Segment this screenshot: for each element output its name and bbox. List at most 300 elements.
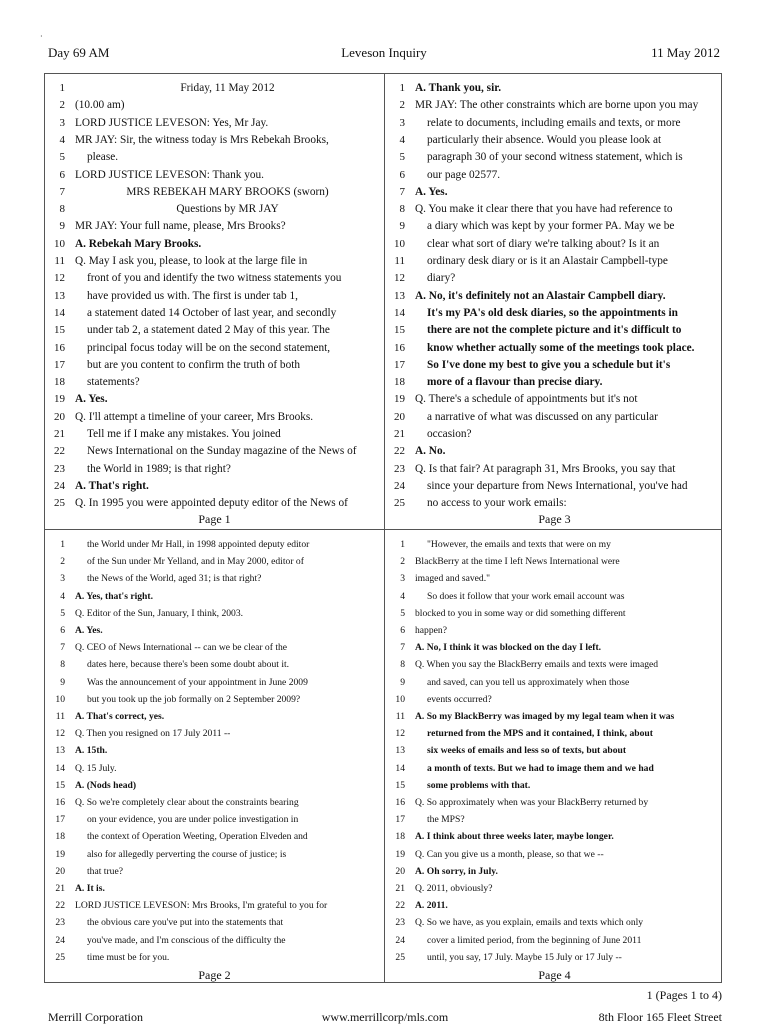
line-number: 23 [55,917,65,929]
line-text: happen? [415,625,447,636]
transcript-line [385,828,724,845]
line-number: 2 [60,556,65,568]
line-number: 8 [60,659,65,671]
transcript-line [385,553,724,570]
line-text: Q. You make it clear there that you have had reference to [415,203,673,216]
line-number: 25 [54,497,65,510]
line-text: A. 15th. [75,745,108,757]
transcript-line [385,80,724,97]
line-number: 9 [399,220,405,233]
line-text: relate to documents, including emails and texts, or more [427,116,681,129]
line-text: no access to your work emails: [427,497,567,510]
line-number: 6 [59,168,65,181]
line-text: principal focus today will be on the second statement, [87,341,331,354]
transcript-line [385,605,724,622]
line-text: paragraph 30 of your second witness statement, which is [427,151,683,164]
line-number: 3 [400,573,405,585]
line-text: particularly their absence. Would you please look at [427,133,662,146]
transcript-line [385,622,724,639]
page-label: Page 1 [198,512,231,526]
line-text: clear what sort of diary we're talking about? Is it an [427,237,660,250]
transcript-line [45,536,384,553]
transcript-line [385,461,724,478]
line-number: 24 [395,934,405,946]
line-text: LORD JUSTICE LEVESON: Mrs Brooks, I'm grateful to you for [75,900,328,912]
line-number: 10 [55,693,65,705]
line-number: 5 [59,151,65,164]
transcript-line [385,115,724,132]
line-text: A. Yes. [75,393,108,406]
line-text: until, you say, 17 July. Maybe 15 July or 17 July -- [427,951,622,963]
line-text: have provided us with. The first is under tab 1, [87,289,298,302]
line-text: A. Yes, that's right. [75,590,153,602]
line-text: A. No, it's definitely not an Alastair Campbell diary. [415,289,666,302]
transcript-line [385,536,724,553]
line-number: 2 [59,99,65,112]
line-number: 18 [55,831,65,843]
line-number: 24 [55,934,65,946]
line-number: 14 [54,306,65,319]
line-number: 16 [55,797,65,808]
transcript-line [45,149,384,166]
transcript-line [45,115,384,132]
line-number: 10 [395,693,405,705]
transcript-line [385,322,724,339]
line-number: 8 [59,203,65,216]
line-number: 14 [55,762,65,774]
transcript-line [45,622,384,639]
line-number: 15 [395,779,405,791]
line-number: 21 [394,428,405,440]
line-number: 9 [59,220,65,233]
line-text: A. So my BlackBerry was imaged by my legal team when it was [415,711,675,722]
line-number: 22 [55,900,65,912]
document-header [48,45,720,63]
transcript-line [45,270,384,287]
line-text: but are you content to confirm the truth of both [87,358,301,371]
line-text: the News of the World, aged 31; is that right? [87,573,262,585]
line-number: 12 [395,728,405,740]
line-text: a statement dated 14 October of last year, and secondly [87,306,337,319]
line-text: the context of Operation Weeting, Operation Elveden and [87,831,308,843]
line-number: 19 [55,848,65,860]
transcript-line [45,97,384,114]
line-number: 11 [394,255,405,267]
line-text: occasion? [427,428,472,440]
line-text: front of you and identify the two witness statements you [87,272,342,285]
line-text: that true? [87,865,123,877]
line-number: 18 [394,376,405,389]
line-number: 7 [59,185,65,198]
line-text: since your departure from News International, you've had [427,479,688,492]
line-text: Q. There's a schedule of appointments but it's not [415,393,638,406]
line-text: So does it follow that your work email account was [427,590,625,602]
transcript-line [385,374,724,391]
line-number: 19 [54,393,65,406]
line-text: So I've done my best to give you a schedule but it's [427,358,671,371]
line-text: our page 02577. [427,168,501,181]
transcript-line [45,288,384,305]
line-text: BlackBerry at the time I left News International were [415,556,620,568]
line-text: Q. Editor of the Sun, January, I think, 2003. [75,607,244,619]
transcript-line [385,846,724,863]
transcript-page-3 [385,74,724,529]
line-text: "However, the emails and texts that were on my [427,539,611,550]
line-text: A. (Nods head) [75,779,137,791]
transcript-line [45,674,384,691]
transcript-line [385,674,724,691]
line-number: 4 [60,590,65,602]
transcript-line [45,340,384,357]
transcript-line [45,897,384,914]
line-text: Q. 2011, obviously? [415,883,493,894]
line-text: Q. CEO of News International -- can we be clear of the [75,642,288,654]
line-text: (10.00 am) [75,99,125,112]
line-number: 2 [399,99,405,112]
line-text: A. No. [415,445,446,458]
line-text: News International on the Sunday magazine of the News of [87,445,357,458]
line-text: Q. Then you resigned on 17 July 2011 -- [75,728,231,740]
transcript-line [45,253,384,270]
transcript-line [385,880,724,897]
transcript-line [385,236,724,253]
line-text: imaged and saved." [415,573,491,585]
transcript-line [385,391,724,408]
transcript-line [45,570,384,587]
line-number: 8 [400,659,405,671]
line-text: A. Thank you, sir. [415,82,502,94]
line-number: 4 [399,133,405,146]
line-text: A. 2011. [415,900,448,912]
transcript-line [385,218,724,235]
transcript-line [45,846,384,863]
transcript-line [45,218,384,235]
line-number: 3 [59,116,65,129]
line-number: 15 [394,324,405,337]
line-number: 12 [54,272,65,285]
line-text: please. [87,151,119,164]
transcript-line [45,184,384,201]
line-text: Was the announcement of your appointment in June 2009 [87,676,308,688]
line-text: the MPS? [427,814,465,826]
line-number: 25 [55,951,65,963]
line-number: 6 [399,168,405,181]
line-number: 1 [59,82,65,94]
line-text: know whether actually some of the meetings took place. [427,341,695,354]
line-number: 12 [394,272,405,285]
transcript-line [45,691,384,708]
line-text: Q. Can you give us a month, please, so that we -- [415,848,604,860]
line-number: 20 [55,865,65,877]
line-text: A. Yes. [75,625,103,636]
transcript-line [385,97,724,114]
transcript-line [385,708,724,725]
transcript-line [45,588,384,605]
transcript-line [45,357,384,374]
line-text: you've made, and I'm conscious of the difficulty the [87,934,286,946]
line-text: A. That's right. [75,479,149,492]
transcript-page-2 [45,530,384,985]
transcript-line [45,760,384,777]
line-number: 5 [399,151,405,164]
transcript-line [385,495,724,512]
line-number: 18 [395,831,405,843]
line-text: It's my PA's old desk diaries, so the appointments in [427,306,678,319]
line-number: 15 [55,779,65,791]
transcript-line [45,794,384,811]
transcript-line [45,553,384,570]
transcript-line [45,828,384,845]
line-number: 15 [54,324,65,337]
transcript-line [45,656,384,673]
transcript-line [45,236,384,253]
line-text: six weeks of emails and less so of texts, but about [427,745,627,757]
transcript-line [45,443,384,460]
line-number: 23 [395,917,405,929]
transcript-line [385,409,724,426]
transcript-line [385,777,724,794]
transcript-line [385,811,724,828]
transcript-line [45,391,384,408]
line-number: 6 [400,625,405,636]
transcript-line [385,184,724,201]
line-text: MR JAY: Your full name, please, Mrs Brooks? [75,220,286,233]
transcript-line [385,149,724,166]
line-number: 4 [400,590,405,602]
transcript-line [385,167,724,184]
line-number: 17 [394,358,405,371]
transcript-line [385,357,724,374]
line-number: 4 [59,133,65,146]
line-number: 22 [395,900,405,912]
line-number: 13 [55,745,65,757]
transcript-line [45,374,384,391]
line-text: MR JAY: Sir, the witness today is Mrs Rebekah Brooks, [75,133,329,146]
line-text: Q. May I ask you, please, to look at the large file in [75,255,308,267]
line-text: there are not the complete picture and it's difficult to [427,324,682,337]
line-number: 23 [394,462,405,475]
line-text: but you took up the job formally on 2 September 2009? [87,693,301,705]
transcript-line [385,478,724,495]
line-number: 16 [394,341,405,354]
line-text: events occurred? [427,693,492,705]
transcript-line [385,270,724,287]
line-number: 16 [54,341,65,354]
transcript-line [45,305,384,322]
transcript-line [45,777,384,794]
line-number: 17 [54,358,65,371]
transcript-line [385,656,724,673]
line-number: 24 [54,479,65,492]
transcript-line [385,691,724,708]
line-text: time must be for you. [87,951,170,963]
transcript-line [385,897,724,914]
line-number: 12 [55,728,65,740]
line-number: 19 [395,848,405,860]
line-number: 17 [395,814,405,826]
transcript-line [385,588,724,605]
line-text: A. Rebekah Mary Brooks. [75,237,202,250]
speck-mark: · [40,32,43,41]
header-date: 11 May 2012 [651,45,720,60]
transcript-line [45,880,384,897]
transcript-line [45,949,384,966]
line-text: the World in 1989; is that right? [87,462,231,475]
transcript-line [45,605,384,622]
line-number: 10 [394,237,405,250]
line-text: Friday, 11 May 2012 [180,82,275,94]
transcript-line [45,461,384,478]
transcript-line [385,288,724,305]
transcript-line [45,478,384,495]
line-text: A. I think about three weeks later, maybe longer. [415,831,614,843]
transcript-line [385,443,724,460]
line-number: 5 [60,607,65,619]
transcript-line [45,811,384,828]
footer-address: 8th Floor 165 Fleet Street [598,1010,722,1024]
line-number: 23 [54,462,65,475]
line-number: 2 [400,556,405,568]
line-number: 6 [60,625,65,636]
line-text: more of a flavour than precise diary. [427,376,603,389]
line-number: 22 [54,445,65,458]
line-text: Q. So approximately when was your BlackBerry returned by [415,797,649,808]
line-number: 7 [400,642,405,654]
line-text: Q. In 1995 you were appointed deputy editor of the News of [75,497,348,510]
line-number: 20 [54,410,65,423]
transcript-line [385,305,724,322]
line-text: Q. So we have, as you explain, emails and texts which only [415,917,644,929]
pages-range: 1 (Pages 1 to 4) [646,988,722,1002]
page-label: Page 4 [538,968,571,982]
line-number: 21 [55,883,65,894]
transcript-line [385,132,724,149]
line-text: A. Oh sorry, in July. [415,865,498,877]
line-text: under tab 2, a statement dated 2 May of this year. The [87,324,330,337]
page-label: Page 2 [198,968,231,982]
line-number: 8 [399,203,405,216]
line-text: MR JAY: The other constraints which are borne upon you may [415,99,699,112]
line-text: a month of texts. But we had to image them and we had [427,762,654,774]
line-number: 17 [55,814,65,826]
line-text: a diary which was kept by your former PA. May we be [427,220,675,233]
line-text: the World under Mr Hall, in 1998 appointed deputy editor [87,539,310,550]
line-text: also for allegedly perverting the course of justice; is [87,848,287,860]
line-number: 1 [399,82,405,94]
transcript-line [385,570,724,587]
header-title: Leveson Inquiry [341,45,427,60]
line-text: Q. When you say the BlackBerry emails and texts were imaged [415,659,659,671]
line-text: A. No, I think it was blocked on the day I left. [415,642,602,654]
transcript-line [45,639,384,656]
transcript-line [45,725,384,742]
line-text: returned from the MPS and it contained, I think, about [427,728,653,740]
line-number: 7 [60,642,65,654]
line-number: 10 [54,237,65,250]
transcript-page-4 [385,530,724,985]
line-number: 7 [399,185,405,198]
line-number: 25 [394,497,405,510]
line-number: 11 [55,711,65,722]
line-number: 13 [54,289,65,302]
transcript-line [45,322,384,339]
line-text: Q. Is that fair? At paragraph 31, Mrs Brooks, you say that [415,462,676,475]
line-text: Q. 15 July. [75,762,117,774]
line-number: 20 [395,865,405,877]
line-text: Questions by MR JAY [176,203,279,216]
line-text: A. Yes. [415,185,448,198]
document-footer [48,1010,722,1024]
line-text: Q. So we're completely clear about the constraints bearing [75,797,299,808]
line-number: 5 [400,607,405,619]
transcript-line [385,426,724,443]
transcript-line [385,639,724,656]
transcript-line [385,863,724,880]
transcript-line [385,914,724,931]
header-day: Day 69 AM [48,45,110,60]
line-number: 14 [394,306,405,319]
line-text: Q. I'll attempt a timeline of your career, Mrs Brooks. [75,410,314,423]
line-number: 22 [394,445,405,458]
transcript-line [385,742,724,759]
transcript-line [45,167,384,184]
transcript-line [385,201,724,218]
line-text: A. It is. [75,883,105,894]
line-number: 11 [395,711,405,722]
transcript-line [385,949,724,966]
line-text: a narrative of what was discussed on any particular [427,410,658,423]
line-number: 11 [54,255,65,267]
line-text: dates here, because there's been some doubt about it. [87,659,290,671]
line-number: 14 [395,762,405,774]
footer-website: www.merrillcorp/mls.com [321,1010,449,1024]
line-number: 1 [60,539,65,550]
line-text: cover a limited period, from the beginning of June 2011 [427,934,642,946]
transcript-line [45,742,384,759]
line-number: 9 [400,676,405,688]
line-text: blocked to you in some way or did something different [415,607,626,619]
line-number: 20 [394,410,405,423]
line-number: 3 [399,116,405,129]
transcript-line [385,725,724,742]
transcript-line [385,340,724,357]
line-number: 25 [395,951,405,963]
line-number: 13 [395,745,405,757]
line-number: 1 [400,539,405,550]
transcript-line [45,80,384,97]
transcript-line [45,132,384,149]
transcript-line [385,253,724,270]
line-text: some problems with that. [427,779,531,791]
line-text: Tell me if I make any mistakes. You joined [87,428,281,440]
transcript-line [45,914,384,931]
line-text: the obvious care you've put into the statements that [87,917,284,929]
line-text: MRS REBEKAH MARY BROOKS (sworn) [126,185,329,198]
transcript-line [385,932,724,949]
transcript-line [45,409,384,426]
line-number: 16 [395,797,405,808]
transcript-page-1 [45,74,384,529]
transcript-line [45,426,384,443]
transcript-line [45,932,384,949]
transcript-line [45,495,384,512]
line-number: 3 [60,573,65,585]
line-text: diary? [427,272,456,285]
line-number: 18 [54,376,65,389]
line-text: statements? [87,376,140,389]
line-number: 13 [394,289,405,302]
line-number: 21 [54,428,65,440]
